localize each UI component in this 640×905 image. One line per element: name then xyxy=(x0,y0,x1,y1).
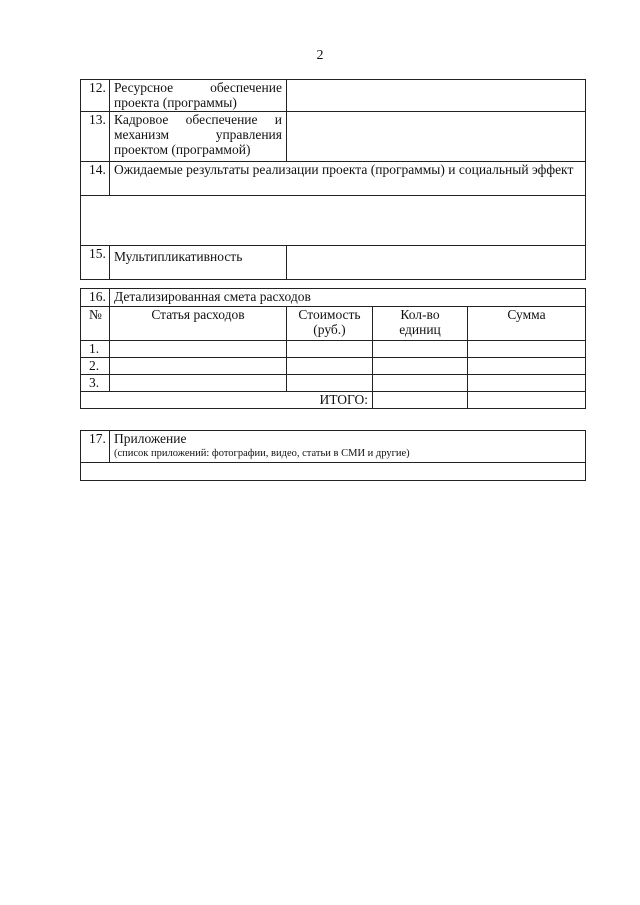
budget-header-num: № xyxy=(81,307,110,341)
budget-cell-cost[interactable] xyxy=(287,341,373,358)
budget-row-number: 3. xyxy=(81,375,110,392)
budget-cell-item[interactable] xyxy=(110,375,287,392)
budget-cell-cost[interactable] xyxy=(287,358,373,375)
budget-header-qty-line: единиц xyxy=(399,322,441,337)
budget-cell-item[interactable] xyxy=(110,341,287,358)
budget-cell-qty[interactable] xyxy=(373,358,468,375)
attachments-table xyxy=(80,430,586,481)
budget-cell-cost[interactable] xyxy=(287,375,373,392)
budget-header-cost-line: (руб.) xyxy=(313,322,346,337)
budget-row xyxy=(81,375,586,392)
row-number: 13. xyxy=(81,112,110,162)
budget-header-cost-line: Стоимость xyxy=(298,307,361,322)
row-attachments xyxy=(81,431,586,463)
expected-results-label: Ожидаемые результаты реализации проекта (программы) и социальный эффект xyxy=(110,162,586,196)
attachments-label: Приложение xyxy=(114,431,187,446)
row-number: 16. xyxy=(81,289,110,307)
budget-total-sum[interactable] xyxy=(468,392,586,409)
staffing-label-line: Кадровое обеспечение и xyxy=(114,112,282,127)
attachments-note: (список приложений: фотографии, видео, статьи в СМИ и другие) xyxy=(114,448,410,459)
budget-header-qty-line: Кол-во xyxy=(400,307,440,322)
attachments-label-cell xyxy=(110,431,586,463)
budget-header-qty xyxy=(373,307,468,341)
row-resources xyxy=(81,80,586,112)
budget-total-row xyxy=(81,392,586,409)
budget-row-number: 2. xyxy=(81,358,110,375)
staffing-label xyxy=(110,112,287,162)
budget-header-cost xyxy=(287,307,373,341)
budget-header-row xyxy=(81,307,586,341)
budget-cell-sum[interactable] xyxy=(468,358,586,375)
resources-value[interactable] xyxy=(287,80,586,112)
budget-total-qty[interactable] xyxy=(373,392,468,409)
budget-cell-qty[interactable] xyxy=(373,341,468,358)
row-number: 14. xyxy=(81,162,110,196)
resources-label-line: проекта (программы) xyxy=(114,95,237,110)
budget-title: Детализированная смета расходов xyxy=(110,289,586,307)
row-attachments-answer xyxy=(81,463,586,481)
budget-cell-sum[interactable] xyxy=(468,375,586,392)
multiplicativity-label: Мультипликативность xyxy=(110,246,287,280)
project-form-table xyxy=(80,79,586,280)
page-number: 2 xyxy=(316,48,324,63)
budget-table xyxy=(80,288,586,409)
budget-total-label: ИТОГО: xyxy=(81,392,373,409)
budget-header-sum: Сумма xyxy=(468,307,586,341)
budget-row-number: 1. xyxy=(81,341,110,358)
row-expected-results-answer xyxy=(81,196,586,246)
row-staffing xyxy=(81,112,586,162)
budget-row xyxy=(81,358,586,375)
row-multiplicativity xyxy=(81,246,586,280)
budget-cell-item[interactable] xyxy=(110,358,287,375)
row-number: 15. xyxy=(81,246,110,280)
multiplicativity-value[interactable] xyxy=(287,246,586,280)
budget-row xyxy=(81,341,586,358)
resources-label-line: Ресурсное обеспечение xyxy=(114,80,282,95)
row-number: 17. xyxy=(81,431,110,463)
row-expected-results xyxy=(81,162,586,196)
staffing-label-line: механизм управления xyxy=(114,127,282,142)
resources-label xyxy=(110,80,287,112)
attachments-value[interactable] xyxy=(81,463,586,481)
expected-results-value[interactable] xyxy=(81,196,586,246)
budget-header-item: Статья расходов xyxy=(110,307,287,341)
staffing-value[interactable] xyxy=(287,112,586,162)
budget-cell-sum[interactable] xyxy=(468,341,586,358)
row-number: 12. xyxy=(81,80,110,112)
row-budget-title xyxy=(81,289,586,307)
budget-cell-qty[interactable] xyxy=(373,375,468,392)
staffing-label-line: проектом (программой) xyxy=(114,142,251,157)
